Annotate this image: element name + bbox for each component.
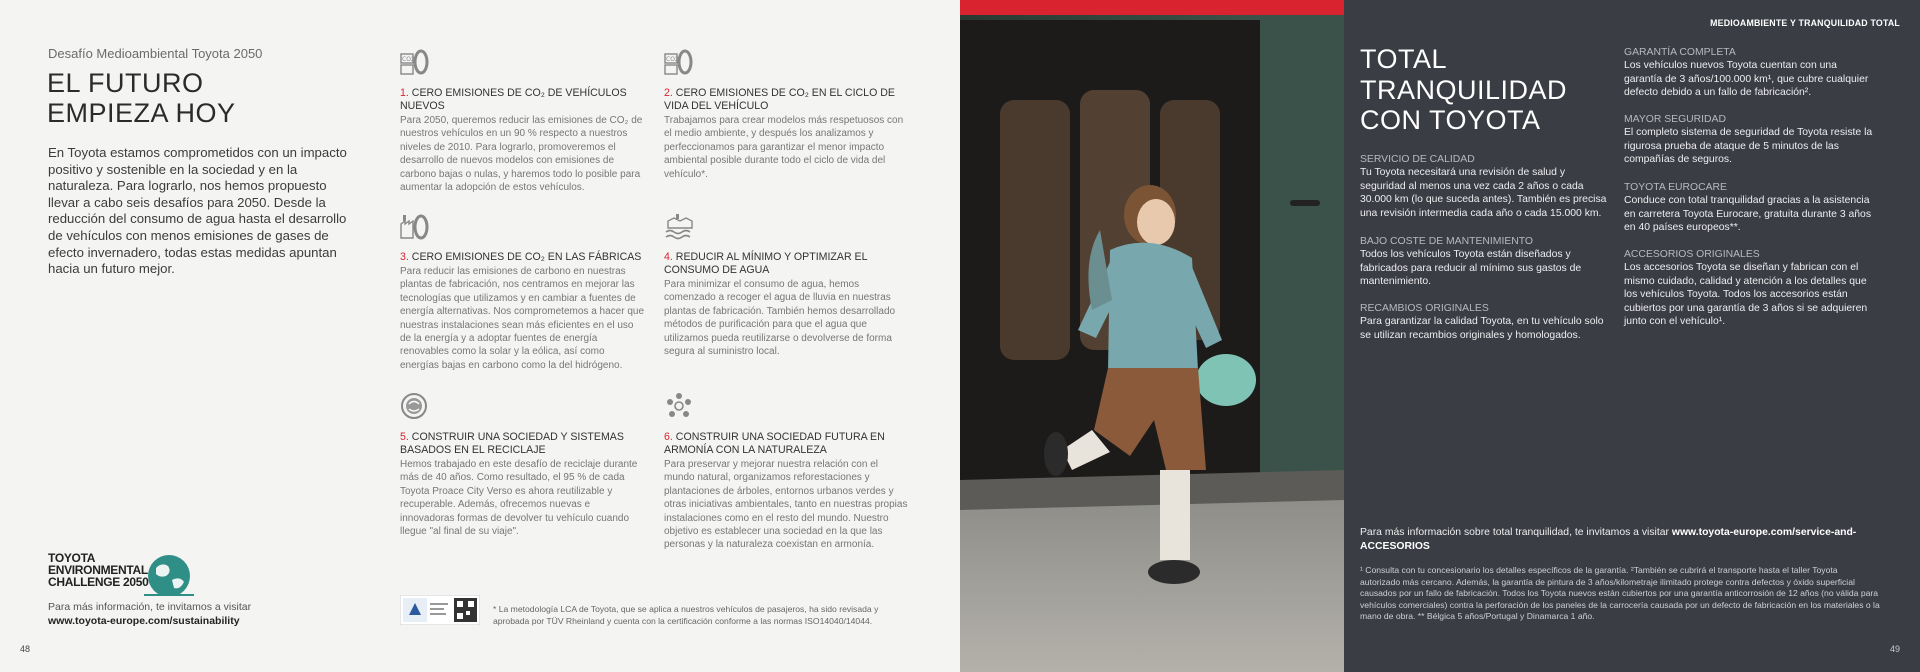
- section-bajo-coste: [1360, 235, 1610, 289]
- sustainability-link-intro: Para más información, te invitamos a visitar: [48, 601, 252, 613]
- goal-3-text: Para reducir las emisiones de carbono en nuestras plantas de fabricación, nos centramos en mejorar las tecnologías que utilizamos y en cambiar a fuentes de energía alternativas. Nos comprometemos a hacer que nuestras instalaciones sean más eficientes en el uso de la energía y a adoptar fuentes de energía renovables como la solar y la eólica, así como energías bajas en carbono como la del hidrógeno.: [400, 266, 645, 371]
- right-panel: [1344, 0, 1920, 672]
- section-accesorios-originales: [1624, 248, 1874, 329]
- section-toyota-eurocare: [1624, 181, 1874, 235]
- section-servicio-calidad: [1360, 153, 1610, 220]
- section-garantia-completa: [1624, 46, 1874, 100]
- goal-6: [664, 392, 909, 552]
- svg-text:CO2: CO2: [666, 56, 679, 63]
- service-link-intro: Para más información sobre total tranquilidad, te invitamos a visitar: [1360, 527, 1669, 538]
- svg-text:CO2: CO2: [402, 56, 415, 63]
- section-text: Conduce con total tranquilidad gracias a la asistencia en carretera Toyota Eurocare, gratuita durante 3 años en 40 países europeos**.: [1624, 195, 1872, 233]
- goal-4-text: Para minimizar el consumo de agua, hemos comenzado a recoger el agua de lluvia en nuestras plantas de fabricación. También hemos desarrollado métodos de purificación para que el agua que utilizamos pueda reutilizarse o devolverse de forma segura al suministro local.: [664, 279, 896, 358]
- panel-title-line-3: CON TOYOTA: [1360, 105, 1541, 135]
- panel-title-line-1: TOTAL: [1360, 44, 1448, 74]
- factory-co2-icon: [400, 212, 430, 240]
- section-text: Tu Toyota necesitará una revisión de salud y seguridad al menos una vez cada 2 años o cada 30.000 km (lo que suceda antes). También es precisa una revisión intermedia cada año o cada 15.000 km.: [1360, 167, 1607, 219]
- co2-zero-icon: [400, 48, 430, 76]
- panel-title: [1360, 44, 1567, 136]
- section-recambios-originales: [1360, 302, 1610, 342]
- section-title: MAYOR SEGURIDAD: [1624, 114, 1726, 125]
- recycle-globe-icon: [400, 392, 430, 420]
- section-text: Los vehículos nuevos Toyota cuentan con una garantía de 3 años/100.000 km¹, que cubre cualquier defecto debido a un fallo de fabricación².: [1624, 60, 1869, 98]
- water-factory-icon: [664, 212, 694, 240]
- page-kicker: Desafío Medioambiental Toyota 2050: [48, 46, 263, 61]
- page-title-line-2: EMPIEZA HOY: [47, 98, 236, 128]
- goal-1-text: Para 2050, queremos reducir las emisiones de CO₂ de nuestros vehículos en un 90 % respecto a nuestros niveles de 2010. Para lograrlo, promoveremos el desarrollo de nuevos modelos con emisiones de carbono bajas o nulas, y haremos todo lo posible para aumentar la adopción de estos vehículos.: [400, 115, 643, 194]
- goal-4: [664, 212, 909, 358]
- warranty-footnote: ¹ Consulta con tu concesionario los detalles específicos de la garantía. ²También se cubrirá el transporte hasta el taller Toyota autorizado más cercano. Además, la garantía de pintura de 3 años/kilometraje ilimitado protege contra defectos y óxido superficial causados por un fallo de fabricación. Todos los Toyota nuevos están cubiertos por una garantía anticorrosión de 12 años (no válida para vehículos comerciales) contra la perforación de los paneles de la carrocería causada por un defecto de fabricación en los materiales o la mano de obra. ** Bélgica 5 años/Portugal y Dinamarca 1 año.: [1360, 565, 1880, 621]
- service-link-block: [1360, 526, 1890, 553]
- tuv-certification-badge: [400, 595, 480, 625]
- page-number-left: 48: [20, 644, 31, 654]
- sustainability-link-block: [48, 600, 251, 628]
- goal-5: [400, 392, 645, 538]
- accent-red-bar: [960, 0, 1344, 15]
- section-title: SERVICIO DE CALIDAD: [1360, 154, 1475, 165]
- goal-5-text: Hemos trabajado en este desafío de reciclaje durante más de 40 años. Como resultado, el 95 % de cada Toyota Proace City Verso es ahora reutilizable y recuperable. Además, ofrecemos nuevas e innovadoras formas de devolver tu vehículo cuando llegue "al final de su viaje".: [400, 459, 638, 538]
- goal-6-text: Para preservar y mejorar nuestra relación con el mundo natural, organizamos reforestaciones y plantaciones de árboles, entornos urbanos verdes y otras iniciativas ambientales, tanto en nuestras propias instalaciones como en el resto del mundo. Nuestro objetivo es establecer una sociedad en la que las personas y la naturaleza coexistan en armonía.: [664, 459, 908, 551]
- service-link[interactable]: www.toyota-europe.com/service-and-ACCESORIOS: [1360, 527, 1857, 552]
- goal-4-title: 4. REDUCIR AL MÍNIMO Y OPTIMIZAR EL CONSUMO DE AGUA: [664, 251, 868, 276]
- sustainability-link[interactable]: www.toyota-europe.com/sustainability: [48, 615, 240, 627]
- challenge-logo-text: TOYOTA ENVIRONMENTAL CHALLENGE 2050: [48, 551, 149, 589]
- globe-icon: [144, 550, 194, 596]
- environmental-challenge-logo: [48, 548, 218, 596]
- page-title-line-1: EL FUTURO: [47, 68, 204, 98]
- section-text: Los accesorios Toyota se diseñan y fabrican con el mismo cuidado, calidad y atención a los detalles que los vehículos Toyota. Todos los accesorios están cubiertos por una garantía de 3 años si se adquieren junto con el vehículo¹.: [1624, 262, 1868, 327]
- section-text: Todos los vehículos Toyota están diseñados y fabricados para reducir al mínimo sus gastos de mantenimiento.: [1360, 249, 1582, 287]
- goal-1: [400, 48, 645, 194]
- lca-footnote: * La metodología LCA de Toyota, que se aplica a nuestros vehículos de pasajeros, ha sido revisada y aprobada por TÜV Rheinland y cuenta con la certificación conforme a las normas ISO14040/14044.: [493, 604, 879, 626]
- goal-1-title: 1. CERO EMISIONES DE CO₂ DE VEHÍCULOS NUEVOS: [400, 87, 627, 112]
- goal-3: [400, 212, 645, 372]
- goal-3-title: 3. CERO EMISIONES DE CO₂ EN LAS FÁBRICAS: [400, 251, 642, 263]
- co2-zero-icon: [664, 48, 694, 76]
- section-mayor-seguridad: [1624, 113, 1874, 167]
- section-text: El completo sistema de seguridad de Toyota resiste la rigurosa prueba de ataque de 5 minutos de las compañías de seguros.: [1624, 127, 1873, 165]
- page-number-right: 49: [1889, 644, 1900, 654]
- goal-2: [664, 48, 909, 181]
- goal-5-title: 5. CONSTRUIR UNA SOCIEDAD Y SISTEMAS BASADOS EN EL RECICLAJE: [400, 431, 624, 456]
- nature-harmony-icon: [664, 392, 694, 420]
- page-title: [47, 68, 236, 128]
- goal-2-title: 2. CERO EMISIONES DE CO₂ EN EL CICLO DE VIDA DEL VEHÍCULO: [664, 87, 895, 112]
- section-title: BAJO COSTE DE MANTENIMIENTO: [1360, 236, 1534, 247]
- panel-title-line-2: TRANQUILIDAD: [1360, 74, 1568, 105]
- goal-2-text: Trabajamos para crear modelos más respetuosos con el medio ambiente, y después los analizamos y perfeccionamos para garantizar el menor impacto ambiental posible durante todo el ciclo de vida del vehículo*.: [664, 115, 904, 180]
- section-title: RECAMBIOS ORIGINALES: [1360, 303, 1489, 314]
- intro-paragraph: En Toyota estamos comprometidos con un impacto positivo y sostenible en la sociedad y en la naturaleza. Para lograrlo, nos hemos propuesto llevar a cabo seis desafíos para 2050. Desde la reducción del consumo de agua hasta el desarrollo de vehículos con menos emisiones de gases de efecto invernadero, todas estas medidas apuntan hacia un futuro mejor.: [48, 145, 347, 277]
- section-title: GARANTÍA COMPLETA: [1624, 47, 1736, 58]
- section-header: MEDIOAMBIENTE Y TRANQUILIDAD TOTAL: [1710, 18, 1900, 28]
- section-text: Para garantizar la calidad Toyota, en tu vehículo solo se utilizan recambios originales y homologados.: [1360, 316, 1604, 341]
- goal-6-title: 6. CONSTRUIR UNA SOCIEDAD FUTURA EN ARMONÍA CON LA NATURALEZA: [664, 431, 885, 456]
- section-title: ACCESORIOS ORIGINALES: [1624, 249, 1760, 260]
- photo-illustration: [960, 0, 1344, 672]
- section-title: TOYOTA EUROCARE: [1624, 182, 1727, 193]
- girl-jumping-from-van-photo: [960, 0, 1344, 672]
